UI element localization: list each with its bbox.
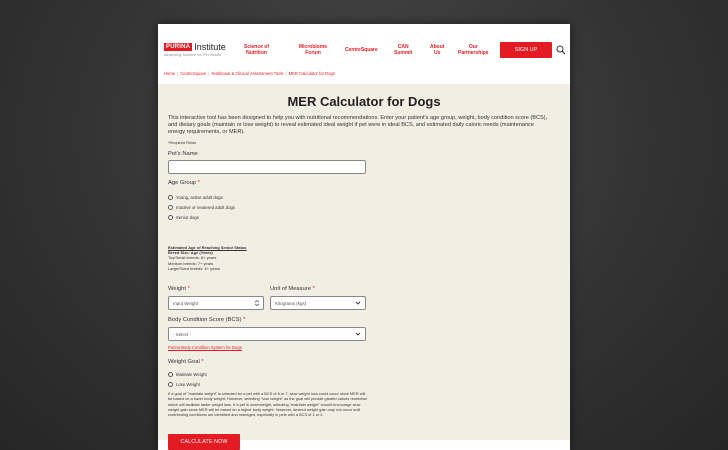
age-option-label: Inactive or neutered adult dogs — [176, 205, 236, 210]
logo-name: Institute — [194, 42, 226, 52]
nav-our-partnerships[interactable] — [458, 44, 489, 56]
logo-brand: PURINA — [166, 44, 191, 50]
nav-label-line1: About — [430, 44, 445, 50]
site-header — [158, 24, 570, 72]
breadcrumb-current[interactable]: MER Calculator for Dogs — [288, 71, 335, 76]
page-title: MER Calculator for Dogs — [287, 94, 441, 109]
breadcrumb-assessment-tools[interactable]: Nutritional & Clinical Assessment Tools — [211, 71, 284, 76]
nav-label-line1: CentreSquare — [345, 47, 378, 53]
unit-select[interactable] — [270, 296, 366, 310]
bcs-selected-value: - Select - — [173, 331, 192, 337]
senior-status-line: Large/Giant breeds: 6+ years — [168, 265, 220, 271]
breadcrumb-separator: | — [177, 71, 179, 76]
goal-option-lose[interactable] — [168, 382, 200, 387]
browser-page — [158, 24, 570, 450]
intro-text: This interactive tool has been designed to help you with nutritional recommendations. Enter your patient's age group, weight, body condition score (BCS), and dietary goals (maintain or lose weight) to reveal estimated ideal weight if pet were in ideal BCS, and estimated daily caloric needs (maintenance energy requirements, or MER). — [168, 115, 548, 135]
radio-button[interactable] — [168, 195, 173, 200]
senior-status-heading: Estimated Age of Reaching Senior Status — [168, 245, 247, 250]
sign-up-button[interactable]: SIGN UP — [500, 42, 552, 58]
nav-centresquare[interactable] — [345, 47, 378, 53]
search-icon[interactable] — [556, 45, 566, 55]
nav-label-line2: Summit — [394, 50, 413, 56]
purina-institute-logo[interactable] — [164, 42, 226, 57]
senior-status-line: Toy/Small breeds: 8+ years — [168, 255, 217, 261]
nav-label-line1: Science of — [244, 44, 270, 50]
calculator-section — [158, 84, 570, 445]
required-asterisk: * — [201, 359, 204, 365]
pet-name-input[interactable] — [168, 160, 366, 174]
bcs-label-text: Body Condition Score (BCS) — [168, 317, 242, 323]
unit-selected-value: Kilograms (kgs) — [275, 300, 307, 306]
age-option-young[interactable] — [168, 195, 223, 200]
nav-label-line2: Us — [434, 50, 441, 56]
weight-goal-note: If a goal of "maintain weight" is selected for a pet with a BCS of 6 or 7, slow weight loss could occur since MER will be based on a lower body weight. However, selecting "lose weight" as the goal will provide greater calorie restriction which will facilitate faster weight loss. If a pet is underweight, selecting "maintain weight" should encourage slow weight gain since MER will be based on a higher body weight. However, desired weight gain may not occur until contributing conditions are identified and managed, especially in pets with a BCS of 1 or 2. — [168, 391, 368, 418]
nav-about-us[interactable] — [430, 44, 444, 56]
breadcrumb-home[interactable]: Home — [164, 71, 176, 76]
senior-status-info — [168, 245, 247, 271]
unit-label-text: Unit of Measure — [270, 286, 311, 292]
chevron-down-icon — [355, 300, 361, 306]
age-option-inactive[interactable] — [168, 205, 235, 210]
nav-label-line2: Partnerships — [458, 50, 489, 56]
goal-option-maintain[interactable] — [168, 372, 207, 377]
bcs-select[interactable] — [168, 327, 366, 341]
weight-stepper-icon[interactable] — [254, 300, 260, 306]
nav-label-line1: Our — [468, 44, 478, 50]
nav-label-line1: CAN — [397, 44, 409, 50]
nav-label-line1: Microbiome — [299, 44, 328, 50]
required-asterisk: * — [187, 286, 190, 292]
nav-label-line2: Forum — [305, 50, 321, 56]
required-asterisk: * — [243, 317, 246, 323]
breadcrumb-separator: | — [285, 71, 287, 76]
age-option-senior[interactable] — [168, 215, 199, 220]
senior-status-subheading: Breed Size: Age (Years) — [168, 250, 213, 256]
calculate-now-button[interactable]: CALCULATE NOW — [168, 434, 240, 450]
pet-name-label: Pet's Name — [168, 151, 198, 157]
required-asterisk: * — [197, 180, 200, 186]
nav-label-line2: Nutrition — [246, 50, 267, 56]
age-group-label-text: Age Group — [168, 180, 197, 186]
nav-can-summit[interactable] — [394, 44, 412, 56]
weight-label-text: Weight — [168, 286, 186, 292]
bcs-system-link[interactable]: Purina Body Condition System for Dogs — [168, 345, 242, 350]
weight-input[interactable]: Input Weight — [168, 296, 264, 310]
radio-button[interactable] — [168, 205, 173, 210]
breadcrumb-separator: | — [208, 71, 210, 76]
logo-tagline: Advancing Science for Pet Health — [164, 53, 222, 57]
senior-status-line: Medium breeds: 7+ years — [168, 260, 214, 266]
weight-goal-label — [168, 359, 204, 365]
nav-microbiome-forum[interactable] — [299, 44, 327, 56]
required-asterisk: * — [312, 286, 315, 292]
unit-of-measure-label — [270, 286, 315, 292]
weight-label — [168, 286, 190, 292]
required-fields-note: *Required Fields — [168, 141, 197, 145]
goal-option-label: Maintain Weight — [176, 372, 207, 377]
radio-button[interactable] — [168, 372, 173, 377]
chevron-down-icon — [355, 331, 361, 337]
breadcrumb-centresquare[interactable]: CentreSquare — [180, 71, 207, 76]
goal-option-label: Lose Weight — [176, 382, 200, 387]
bcs-label — [168, 317, 245, 323]
nav-science-of-nutrition[interactable] — [244, 44, 269, 56]
breadcrumb — [164, 71, 335, 76]
radio-button[interactable] — [168, 382, 173, 387]
age-group-label — [168, 180, 200, 186]
age-option-label: Senior dogs — [176, 215, 199, 220]
radio-button[interactable] — [168, 215, 173, 220]
age-option-label: Young, active adult dogs — [176, 195, 223, 200]
weight-goal-label-text: Weight Goal — [168, 359, 200, 365]
